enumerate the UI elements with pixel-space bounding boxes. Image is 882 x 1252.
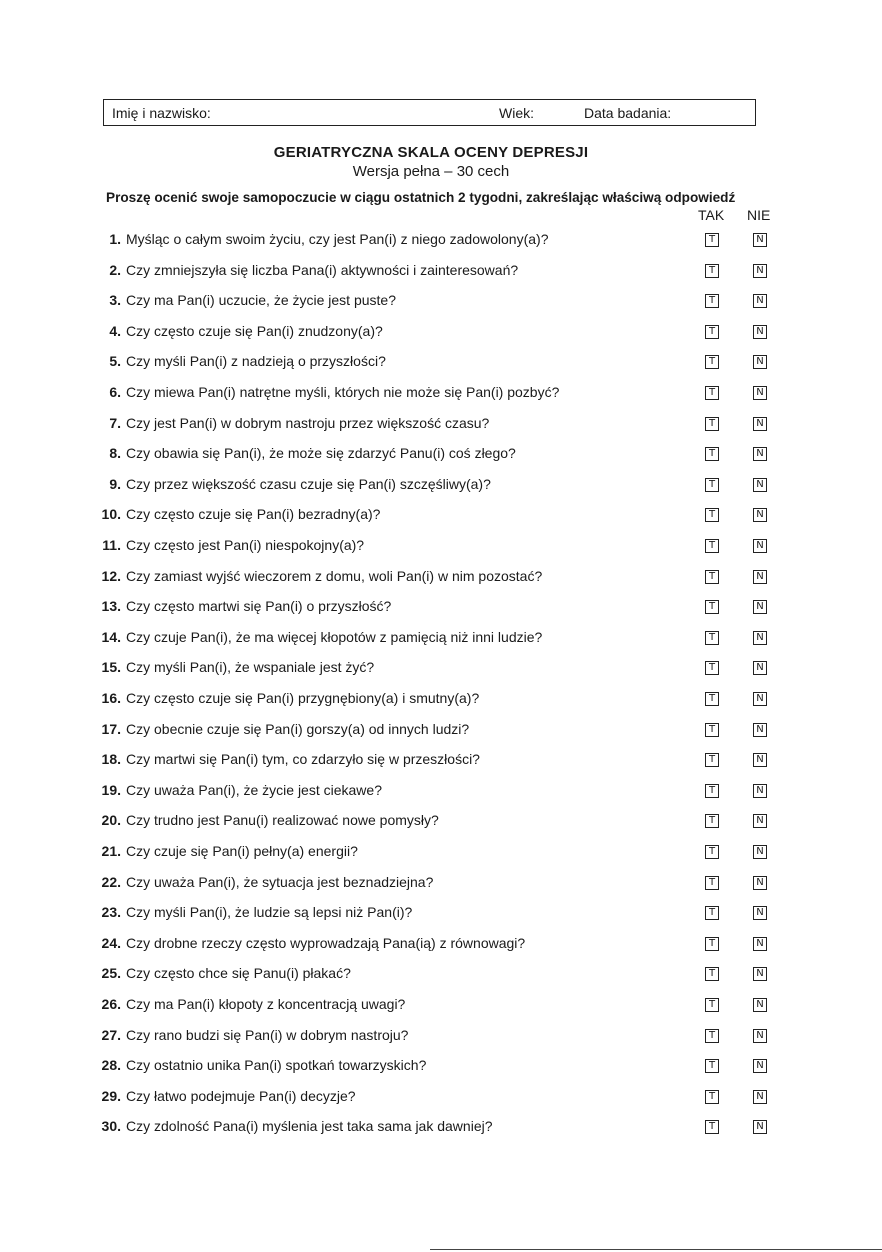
question-text: Czy ma Pan(i) uczucie, że życie jest puste? <box>126 292 396 309</box>
question-number: 22. <box>101 873 121 890</box>
question-row <box>0 690 882 720</box>
question-text: Czy obawia się Pan(i), że może się zdarzyć Panu(i) coś złego? <box>126 445 516 462</box>
question-text: Czy drobne rzeczy często wyprowadzają Pana(ią) z równowagi? <box>126 934 526 951</box>
question-text: Czy martwi się Pan(i) tym, co zdarzyło się w przeszłości? <box>126 751 480 768</box>
question-row <box>0 843 882 873</box>
answer-no-checkbox[interactable]: N <box>753 631 767 645</box>
answer-yes-checkbox[interactable]: T <box>705 233 719 247</box>
answer-yes-checkbox[interactable]: T <box>705 417 719 431</box>
answer-yes-checkbox[interactable]: T <box>705 784 719 798</box>
answer-yes-checkbox[interactable]: T <box>705 508 719 522</box>
page-subtitle: Wersja pełna – 30 cech <box>352 163 510 180</box>
answer-no-checkbox[interactable]: N <box>753 264 767 278</box>
answer-no-checkbox[interactable]: N <box>753 784 767 798</box>
question-row <box>0 629 882 659</box>
question-text: Czy obecnie czuje się Pan(i) gorszy(a) od innych ludzi? <box>126 720 470 737</box>
answer-no-checkbox[interactable]: N <box>753 753 767 767</box>
answer-yes-checkbox[interactable]: T <box>705 325 719 339</box>
answer-yes-checkbox[interactable]: T <box>705 539 719 553</box>
answer-no-checkbox[interactable]: N <box>753 906 767 920</box>
question-text: Czy łatwo podejmuje Pan(i) decyzje? <box>126 1087 356 1104</box>
question-row <box>0 568 882 598</box>
question-number: 1. <box>109 231 121 247</box>
column-no-header: NIE <box>747 207 771 223</box>
question-number: 25. <box>101 965 121 982</box>
question-text: Czy czuje Pan(i), że ma więcej kłopotów z pamięcią niż inni ludzie? <box>126 628 543 645</box>
answer-no-checkbox[interactable]: N <box>753 233 767 247</box>
answer-no-checkbox[interactable]: N <box>753 967 767 981</box>
patient-header-box <box>103 99 756 126</box>
question-row <box>0 996 882 1026</box>
answer-yes-checkbox[interactable]: T <box>705 845 719 859</box>
answer-yes-checkbox[interactable]: T <box>705 814 719 828</box>
question-text: Czy ostatnio unika Pan(i) spotkań towarzyskich? <box>126 1057 427 1074</box>
column-yes-header: TAK <box>698 207 725 223</box>
answer-no-checkbox[interactable]: N <box>753 1090 767 1104</box>
question-number: 14. <box>101 628 121 645</box>
name-field-label[interactable]: Imię i nazwisko: <box>112 105 211 121</box>
question-text: Czy często chce się Panu(i) płakać? <box>126 965 351 982</box>
question-row <box>0 445 882 475</box>
answer-yes-checkbox[interactable]: T <box>705 600 719 614</box>
answer-yes-checkbox[interactable]: T <box>705 294 719 308</box>
question-number: 12. <box>101 567 121 584</box>
question-text: Czy jest Pan(i) w dobrym nastroju przez większość czasu? <box>126 414 490 431</box>
answer-no-checkbox[interactable]: N <box>753 539 767 553</box>
question-row <box>0 1027 882 1057</box>
answer-yes-checkbox[interactable]: T <box>705 631 719 645</box>
answer-no-checkbox[interactable]: N <box>753 1120 767 1134</box>
question-number: 7. <box>109 414 121 431</box>
answer-no-checkbox[interactable]: N <box>753 294 767 308</box>
answer-no-checkbox[interactable]: N <box>753 723 767 737</box>
answer-no-checkbox[interactable]: N <box>753 570 767 584</box>
question-number: 11. <box>102 537 121 553</box>
question-number: 29. <box>101 1087 121 1104</box>
answer-no-checkbox[interactable]: N <box>753 937 767 951</box>
answer-no-checkbox[interactable]: N <box>753 1059 767 1073</box>
answer-yes-checkbox[interactable]: T <box>705 478 719 492</box>
question-number: 9. <box>109 475 121 492</box>
question-number: 27. <box>101 1026 121 1043</box>
answer-no-checkbox[interactable]: N <box>753 447 767 461</box>
question-row <box>0 1088 882 1118</box>
answer-yes-checkbox[interactable]: T <box>705 937 719 951</box>
question-text: Czy zamiast wyjść wieczorem z domu, woli Pan(i) w nim pozostać? <box>126 567 543 584</box>
question-number: 19. <box>101 781 121 798</box>
question-row <box>0 384 882 414</box>
answer-yes-checkbox[interactable]: T <box>705 723 719 737</box>
answer-yes-checkbox[interactable]: T <box>705 998 719 1012</box>
question-text: Myśląc o całym swoim życiu, czy jest Pan(i) z niego zadowolony(a)? <box>126 231 549 247</box>
question-number: 5. <box>109 353 121 370</box>
question-text: Czy ma Pan(i) kłopoty z koncentracją uwagi? <box>126 996 406 1012</box>
answer-yes-checkbox[interactable]: T <box>705 386 719 400</box>
answer-yes-checkbox[interactable]: T <box>705 1059 719 1073</box>
question-number: 17. <box>101 720 121 737</box>
answer-no-checkbox[interactable]: N <box>753 478 767 492</box>
answer-yes-checkbox[interactable]: T <box>705 692 719 706</box>
answer-no-checkbox[interactable]: N <box>753 355 767 369</box>
question-number: 13. <box>101 598 121 615</box>
answer-yes-checkbox[interactable]: T <box>705 876 719 890</box>
question-number: 15. <box>101 659 121 676</box>
question-row <box>0 965 882 995</box>
question-row <box>0 323 882 353</box>
question-row <box>0 935 882 965</box>
answer-yes-checkbox[interactable]: T <box>705 753 719 767</box>
footer-divider <box>430 1249 882 1250</box>
answer-yes-checkbox[interactable]: T <box>705 264 719 278</box>
answer-no-checkbox[interactable]: N <box>753 845 767 859</box>
question-text: Czy trudno jest Panu(i) realizować nowe pomysły? <box>126 812 439 829</box>
question-text: Czy uważa Pan(i), że życie jest ciekawe? <box>126 781 382 798</box>
question-number: 24. <box>101 934 121 951</box>
question-row <box>0 751 882 781</box>
question-row <box>0 476 882 506</box>
age-field-label[interactable]: Wiek: <box>499 105 534 121</box>
answer-no-checkbox[interactable]: N <box>753 1029 767 1043</box>
question-number: 4. <box>109 322 121 339</box>
answer-no-checkbox[interactable]: N <box>753 600 767 614</box>
answer-yes-checkbox[interactable]: T <box>705 1090 719 1104</box>
question-number: 8. <box>109 445 121 462</box>
question-row <box>0 231 882 261</box>
question-number: 2. <box>109 261 121 278</box>
question-number: 23. <box>101 904 121 921</box>
answer-yes-checkbox[interactable]: T <box>705 967 719 981</box>
answer-yes-checkbox[interactable]: T <box>705 906 719 920</box>
question-text: Czy często czuje się Pan(i) bezradny(a)? <box>126 506 381 523</box>
question-text: Czy często martwi się Pan(i) o przyszłość? <box>126 598 392 615</box>
question-row <box>0 659 882 689</box>
answer-no-checkbox[interactable]: N <box>753 417 767 431</box>
answer-yes-checkbox[interactable]: T <box>705 570 719 584</box>
question-text: Czy myśli Pan(i) z nadzieją o przyszłości? <box>126 353 386 370</box>
answer-no-checkbox[interactable]: N <box>753 325 767 339</box>
question-row <box>0 874 882 904</box>
instruction-text: Proszę ocenić swoje samopoczucie w ciągu ostatnich 2 tygodni, zakreślając właściwą odpowiedź <box>106 190 736 205</box>
question-number: 18. <box>101 751 121 768</box>
question-row <box>0 598 882 628</box>
question-row <box>0 537 882 567</box>
question-number: 30. <box>101 1118 121 1135</box>
question-row <box>0 721 882 751</box>
question-text: Czy zmniejszyła się liczba Pana(i) aktywności i zainteresowań? <box>126 261 519 278</box>
question-number: 16. <box>101 690 121 706</box>
question-row <box>0 292 882 322</box>
answer-yes-checkbox[interactable]: T <box>705 355 719 369</box>
question-row <box>0 1057 882 1087</box>
answer-yes-checkbox[interactable]: T <box>705 661 719 675</box>
question-number: 28. <box>101 1057 121 1074</box>
answer-yes-checkbox[interactable]: T <box>705 447 719 461</box>
answer-no-checkbox[interactable]: N <box>753 661 767 675</box>
question-text: Czy czuje się Pan(i) pełny(a) energii? <box>126 843 358 859</box>
answer-no-checkbox[interactable]: N <box>753 876 767 890</box>
question-text: Czy rano budzi się Pan(i) w dobrym nastroju? <box>126 1026 409 1043</box>
question-row <box>0 415 882 445</box>
answer-no-checkbox[interactable]: N <box>753 508 767 522</box>
question-row <box>0 1118 882 1148</box>
question-text: Czy często jest Pan(i) niespokojny(a)? <box>126 537 365 553</box>
answer-no-checkbox[interactable]: N <box>753 692 767 706</box>
question-number: 3. <box>109 292 121 309</box>
question-text: Czy często czuje się Pan(i) przygnębiony(a) i smutny(a)? <box>126 690 480 706</box>
answer-no-checkbox[interactable]: N <box>753 998 767 1012</box>
date-field-label[interactable]: Data badania: <box>584 105 672 121</box>
answer-no-checkbox[interactable]: N <box>753 814 767 828</box>
question-number: 6. <box>109 384 121 400</box>
question-row <box>0 812 882 842</box>
question-row <box>0 262 882 292</box>
question-text: Czy miewa Pan(i) natrętne myśli, których nie może się Pan(i) pozbyć? <box>126 384 560 400</box>
question-number: 20. <box>101 812 121 829</box>
question-number: 21. <box>101 843 121 859</box>
question-number: 10. <box>101 506 121 523</box>
question-text: Czy uważa Pan(i), że sytuacja jest beznadziejna? <box>126 873 434 890</box>
question-row <box>0 353 882 383</box>
question-row <box>0 904 882 934</box>
question-text: Czy często czuje się Pan(i) znudzony(a)? <box>126 322 383 339</box>
question-text: Czy przez większość czasu czuje się Pan(i) szczęśliwy(a)? <box>126 475 491 492</box>
question-number: 26. <box>101 996 121 1012</box>
question-row <box>0 782 882 812</box>
question-text: Czy zdolność Pana(i) myślenia jest taka sama jak dawniej? <box>126 1118 493 1135</box>
answer-yes-checkbox[interactable]: T <box>705 1029 719 1043</box>
question-text: Czy myśli Pan(i), że wspaniale jest żyć? <box>126 659 375 676</box>
answer-no-checkbox[interactable]: N <box>753 386 767 400</box>
answer-yes-checkbox[interactable]: T <box>705 1120 719 1134</box>
question-row <box>0 506 882 536</box>
question-text: Czy myśli Pan(i), że ludzie są lepsi niż Pan(i)? <box>126 904 413 921</box>
page-title: GERIATRYCZNA SKALA OCENY DEPRESJI <box>273 144 589 161</box>
